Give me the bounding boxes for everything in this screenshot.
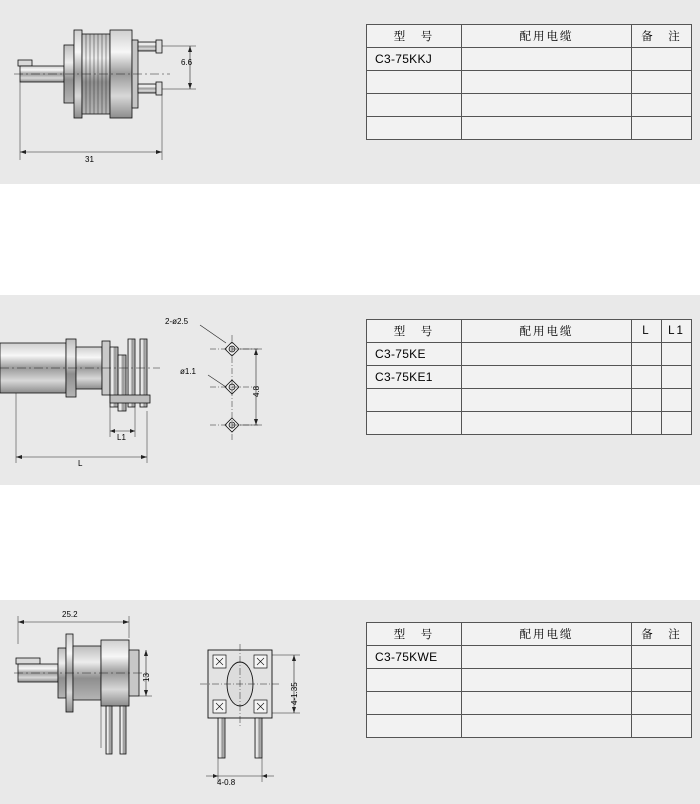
cell-remark (632, 94, 692, 117)
table-row (367, 389, 692, 412)
dim-4-1-35: 4-1.35 (290, 682, 299, 705)
cell-l1 (662, 366, 692, 389)
table-header-row (367, 25, 692, 48)
spec-table-wrap-kwe (366, 622, 692, 738)
col-header-cable: 配用电缆 (462, 623, 632, 646)
table-row (367, 669, 692, 692)
col-header-model: 型 号 (367, 25, 462, 48)
drawing-panel-top (0, 0, 700, 184)
table-row (367, 94, 692, 117)
table-row (367, 692, 692, 715)
spec-table-wrap-kkj (366, 24, 692, 140)
table-row (367, 646, 692, 669)
cell-model (367, 94, 462, 117)
drawing-svg-kkj (0, 0, 350, 184)
dim-l: L (78, 459, 83, 468)
col-header-cable: 配用电缆 (462, 320, 632, 343)
spec-table-ke (366, 319, 692, 435)
dim-pitch-4-8: 4.8 (252, 385, 261, 397)
cell-model (367, 389, 462, 412)
cell-model (367, 117, 462, 140)
cell-l1 (662, 343, 692, 366)
cell-model (367, 669, 462, 692)
cell-cable (462, 71, 632, 94)
cell-cable (462, 692, 632, 715)
cell-cable (462, 366, 632, 389)
table-row (367, 715, 692, 738)
col-header-remark: 备 注 (632, 623, 692, 646)
cell-cable (462, 669, 632, 692)
cell-cable (462, 343, 632, 366)
spec-table-wrap-ke (366, 319, 692, 435)
col-header-remark: 备 注 (632, 25, 692, 48)
cell-model: C3-75KKJ (367, 48, 462, 71)
cell-l (632, 389, 662, 412)
dim-l1: L1 (117, 433, 126, 442)
col-header-model: 型 号 (367, 623, 462, 646)
spec-table-kwe (366, 622, 692, 738)
cell-cable (462, 715, 632, 738)
col-header-l: L (632, 320, 662, 343)
cell-remark (632, 117, 692, 140)
table-header-row (367, 320, 692, 343)
drawing-panel-bottom (0, 600, 700, 804)
spec-table-kkj (366, 24, 692, 140)
cell-l (632, 366, 662, 389)
cell-cable (462, 412, 632, 435)
table-header-row (367, 623, 692, 646)
dim-height-13: 13 (142, 673, 151, 682)
col-header-cable: 配用电缆 (462, 25, 632, 48)
cell-l1 (662, 389, 692, 412)
table-row (367, 71, 692, 94)
dim-height-6-6: 6.6 (181, 58, 193, 67)
connector-drawing-kwe (0, 600, 350, 804)
cell-l (632, 343, 662, 366)
col-header-model: 型 号 (367, 320, 462, 343)
drawing-panel-middle (0, 295, 700, 485)
dim-4-0-8: 4-0.8 (217, 778, 236, 787)
cell-model: C3-75KWE (367, 646, 462, 669)
cell-l (632, 412, 662, 435)
cell-model: C3-75KE (367, 343, 462, 366)
connector-drawing-kkj (0, 0, 350, 184)
cell-model (367, 715, 462, 738)
dim-hole-1-1: ø1.1 (180, 367, 197, 376)
cell-remark (632, 48, 692, 71)
cell-cable (462, 389, 632, 412)
dim-hole-2-2-5: 2-ø2.5 (165, 317, 189, 326)
cell-remark (632, 715, 692, 738)
cell-cable (462, 117, 632, 140)
cell-model (367, 412, 462, 435)
cell-remark (632, 692, 692, 715)
cell-cable (462, 94, 632, 117)
cell-cable (462, 48, 632, 71)
table-row (367, 343, 692, 366)
cell-remark (632, 669, 692, 692)
cell-l1 (662, 412, 692, 435)
cell-remark (632, 71, 692, 94)
table-row (367, 412, 692, 435)
dim-length-31: 31 (85, 155, 94, 164)
dim-length-25-2: 25.2 (62, 610, 78, 619)
cell-remark (632, 646, 692, 669)
cell-cable (462, 646, 632, 669)
cell-model (367, 692, 462, 715)
col-header-l1: L1 (662, 320, 692, 343)
table-row (367, 366, 692, 389)
table-row (367, 48, 692, 71)
connector-drawing-ke (0, 295, 350, 485)
table-row (367, 117, 692, 140)
cell-model (367, 71, 462, 94)
cell-model: C3-75KE1 (367, 366, 462, 389)
